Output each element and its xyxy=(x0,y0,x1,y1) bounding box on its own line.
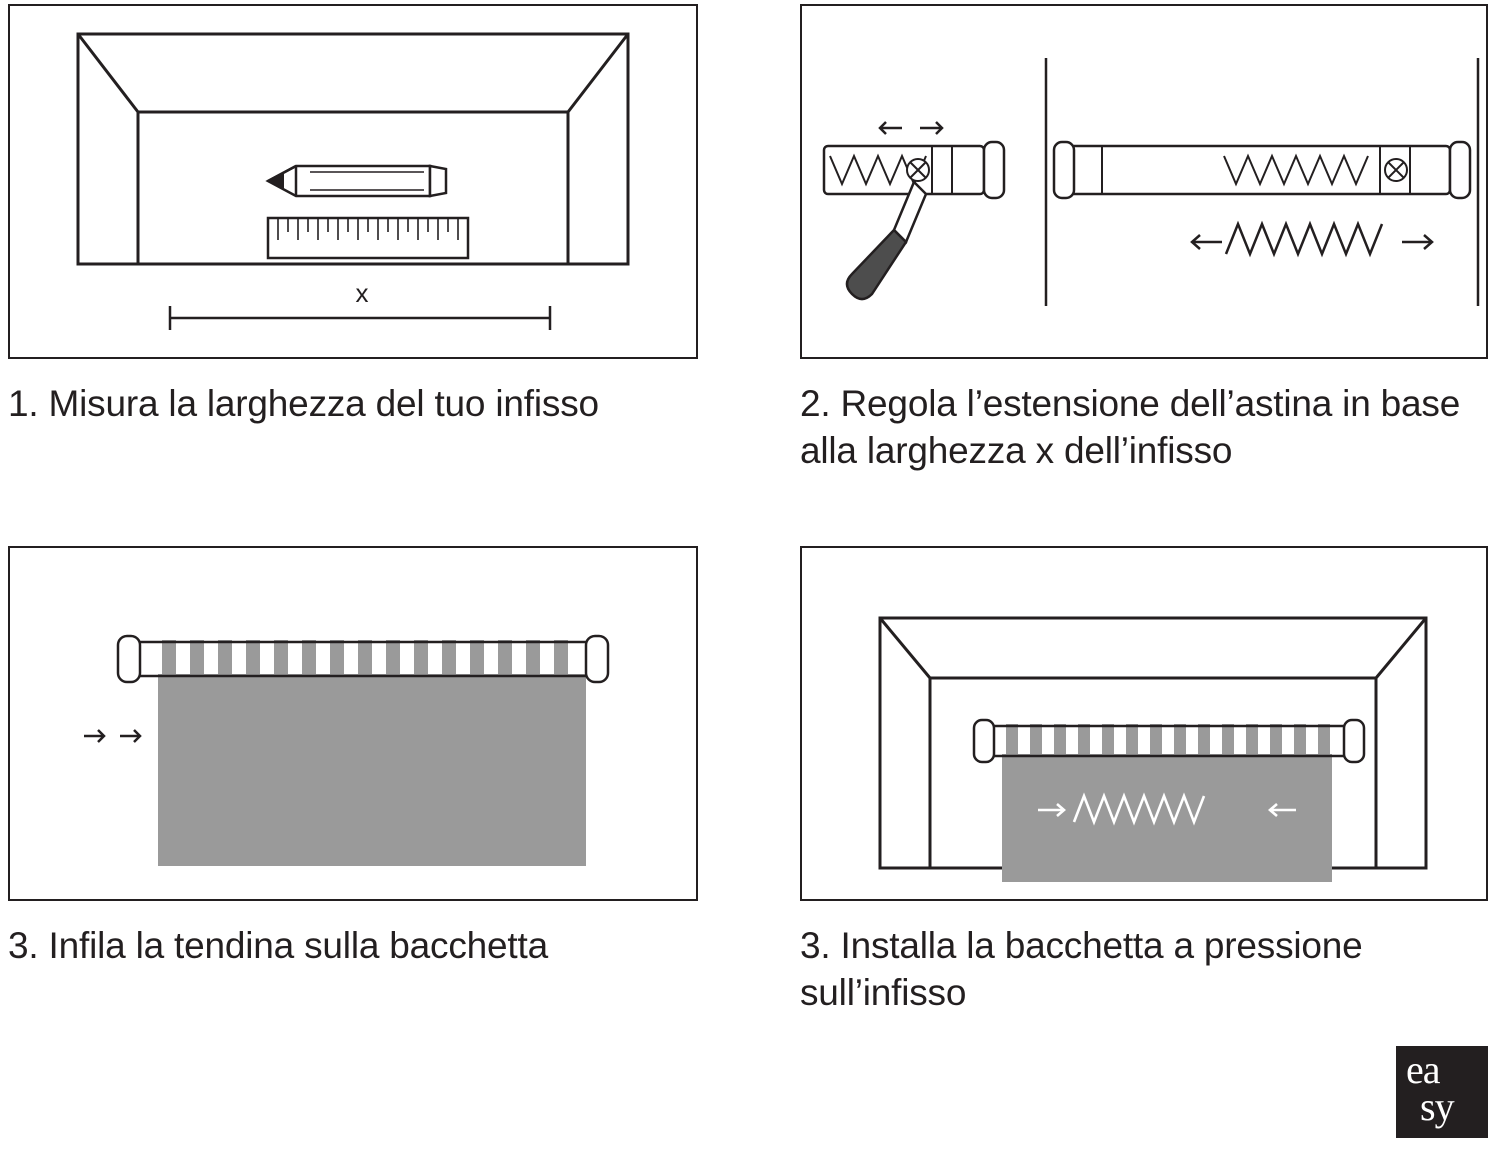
width-label: x xyxy=(355,278,369,308)
easy-logo-line-2: sy xyxy=(1420,1083,1454,1129)
telescopic-rod-screwdriver-drawing xyxy=(802,6,1486,357)
step-2-illustration-panel xyxy=(800,4,1488,359)
step-2-caption: 2. Regola l’estensione dell’astina in base alla larghezza x dell’infisso xyxy=(800,383,1461,471)
step-4 xyxy=(800,546,1488,1016)
step-4-illustration-panel xyxy=(800,546,1488,901)
step-4-caption: 3. Installa la bacchetta a pressione sull’infisso xyxy=(800,925,1363,1013)
rod-mounted-in-frame-drawing xyxy=(802,548,1486,899)
step-1-illustration-panel xyxy=(8,4,698,359)
step-3-caption: 3. Infila la tendina sulla bacchetta xyxy=(8,925,548,966)
curtain-on-rod-drawing xyxy=(10,548,696,899)
easy-logo-line-1: ea xyxy=(1406,1047,1440,1092)
window-frame-pencil-ruler-drawing xyxy=(10,6,696,357)
easy-logo xyxy=(1396,1046,1488,1138)
step-2 xyxy=(800,4,1488,474)
step-3 xyxy=(8,546,698,970)
step-3-illustration-panel xyxy=(8,546,698,901)
step-1 xyxy=(8,4,698,428)
step-1-caption: 1. Misura la larghezza del tuo infisso xyxy=(8,383,599,424)
easy-logo-text xyxy=(1406,1047,1454,1129)
